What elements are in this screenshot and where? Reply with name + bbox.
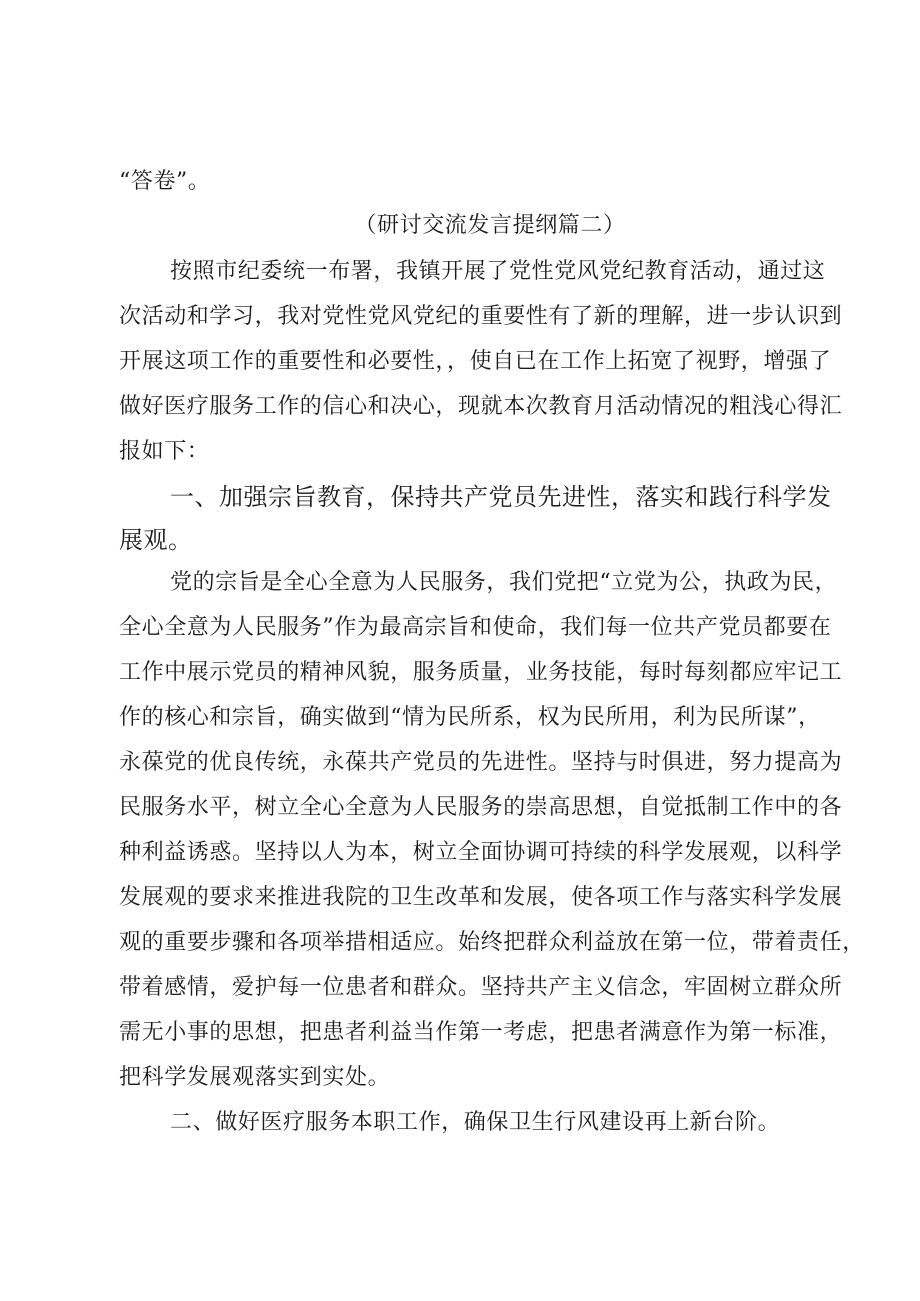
- intro-paragraph-line: 按照市纪委统一布署，我镇开展了党性党风党纪教育活动，通过这: [170, 259, 826, 284]
- intro-paragraph-line: 报如下：: [119, 439, 210, 464]
- body-paragraph-line: 永葆党的优良传统，永葆共产党员的先进性。坚持与时俱进，努力提高为: [119, 750, 843, 775]
- body-paragraph-line: 民服务水平，树立全心全意为人民服务的崇高思想，自觉抵制工作中的各: [119, 795, 843, 820]
- body-paragraph-line: 发展观的要求来推进我院的卫生改革和发展，使各项工作与落实科学发展: [119, 885, 843, 910]
- intro-paragraph-line: 次活动和学习，我对党性党风党纪的重要性有了新的理解，进一步认识到: [119, 304, 843, 329]
- body-paragraph-line: 带着感情，爱护每一位患者和群众。坚持共产主义信念，牢固树立群众所: [119, 975, 843, 1000]
- heading-two: 二、做好医疗服务本职工作，确保卫生行风建设再上新台阶。: [170, 1110, 781, 1135]
- body-paragraph-line: 需无小事的思想，把患者利益当作第一考虑，把患者满意作为第一标准，: [119, 1020, 843, 1045]
- intro-fragment: “答卷”。: [119, 169, 211, 194]
- heading-one-line: 展观。: [119, 526, 193, 554]
- heading-one-line: 一、加强宗旨教育，保持共产党员先进性，落实和践行科学发: [170, 483, 832, 511]
- section-title: （研讨交流发言提纲篇二）: [354, 213, 626, 238]
- intro-paragraph-line: 开展这项工作的重要性和必要性，，使自已在工作上拓宽了视野，增强了: [119, 349, 832, 374]
- body-paragraph-line: 把科学发展观落实到实处。: [119, 1065, 391, 1090]
- body-paragraph-line: 全心全意为人民服务”作为最高宗旨和使命，我们每一位共产党员都要在: [119, 615, 832, 640]
- body-paragraph-line: 观的重要步骤和各项举措相适应。始终把群众利益放在第一位，带着责任，: [119, 930, 865, 955]
- intro-paragraph-line: 做好医疗服务工作的信心和决心，现就本次教育月活动情况的粗浅心得汇: [119, 394, 843, 419]
- body-paragraph-line: 党的宗旨是全心全意为人民服务，我们党把“立党为公，执政为民，: [170, 570, 838, 595]
- body-paragraph-line: 种利益诱惑。坚持以人为本，树立全面协调可持续的科学发展观，以科学: [119, 840, 843, 865]
- body-paragraph-line: 作的核心和宗旨，确实做到“情为民所系，权为民所用，利为民所谋”，: [119, 705, 821, 730]
- body-paragraph-line: 工作中展示党员的精神风貌，服务质量，业务技能，每时每刻都应牢记工: [119, 660, 843, 685]
